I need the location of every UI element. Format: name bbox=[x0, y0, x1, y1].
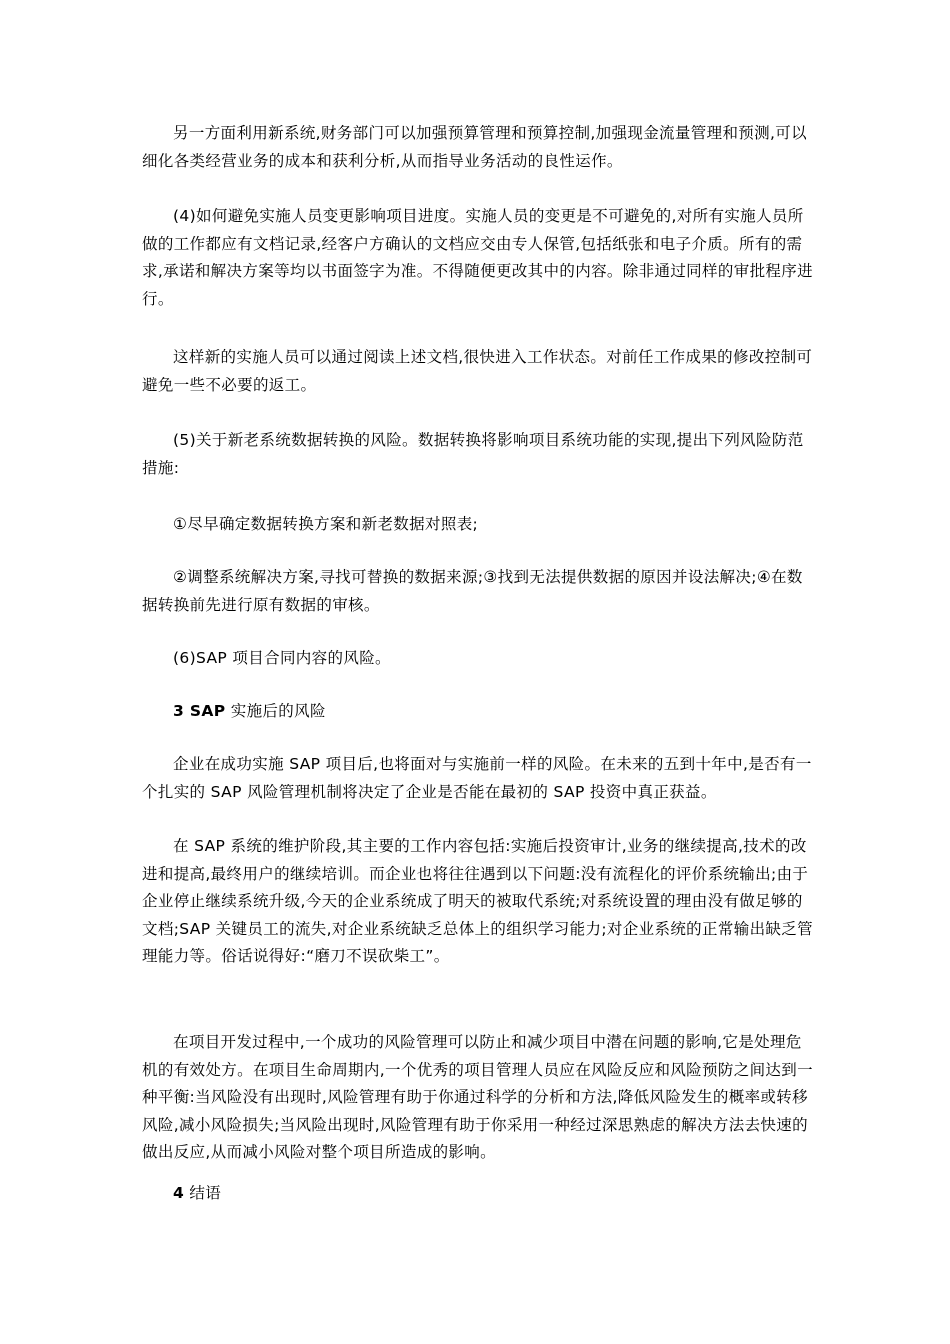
section-4-number: 4 bbox=[173, 1184, 185, 1202]
paragraph-data-conversion-risk: (5)关于新老系统数据转换的风险。数据转换将影响项目系统功能的实现,提出下列风险防范措施: bbox=[142, 431, 804, 477]
paragraph-measure-2-4: ②调整系统解决方案,寻找可替换的数据来源;③找到无法提供数据的原因并设法解决;④在数据转换前先进行原有数据的审核。 bbox=[142, 568, 803, 614]
paragraph-risk-management: 在项目开发过程中,一个成功的风险管理可以防止和减少项目中潜在问题的影响,它是处理危机的有效处方。在项目生命周期内,一个优秀的项目管理人员应在风险反应和风险预防之间达到一种平衡:当风险没有出现时,风险管理有助于你通过科学的分析和方法,降低风险发生的概率或转移风险,减小风险损失;当风险出现时,风险管理有助于你采用一种经过深思熟虑的解决方法去快速的做出反应,从而减小风险对整个项目所造成的影响。 bbox=[142, 1033, 813, 1161]
paragraph-finance-benefits: 另一方面利用新系统,财务部门可以加强预算管理和预算控制,加强现金流量管理和预测,可以细化各类经营业务的成本和获利分析,从而指导业务活动的良性运作。 bbox=[142, 124, 807, 170]
paragraph-post-implementation: 企业在成功实施 SAP 项目后,也将面对与实施前一样的风险。在未来的五到十年中,是否有一个扎实的 SAP 风险管理机制将决定了企业是否能在最初的 SAP 投资中真正获益。 bbox=[142, 755, 812, 801]
section-3-heading bbox=[173, 698, 326, 726]
paragraph-contract-risk: (6)SAP 项目合同内容的风险。 bbox=[173, 649, 391, 667]
section-4-title: 结语 bbox=[184, 1184, 222, 1202]
section-3-title: 实施后的风险 bbox=[225, 702, 326, 720]
section-3-number: 3 SAP bbox=[173, 702, 226, 720]
section-4-heading bbox=[173, 1180, 221, 1208]
paragraph-staff-change-risk: (4)如何避免实施人员变更影响项目进度。实施人员的变更是不可避免的,对所有实施人员所做的工作都应有文档记录,经客户方确认的文档应交由专人保管,包括纸张和电子介质。所有的需求,承诺和解决方案等均以书面签字为准。不得随便更改其中的内容。除非通过同样的审批程序进行。 bbox=[142, 207, 813, 308]
paragraph-measure-1: ①尽早确定数据转换方案和新老数据对照表; bbox=[173, 515, 479, 533]
paragraph-new-staff-docs: 这样新的实施人员可以通过阅读上述文档,很快进入工作状态。对前任工作成果的修改控制可避免一些不必要的返工。 bbox=[142, 348, 813, 394]
paragraph-maintenance-phase: 在 SAP 系统的维护阶段,其主要的工作内容包括:实施后投资审计,业务的继续提高,技术的改进和提高,最终用户的继续培训。而企业也将往往遇到以下问题:没有流程化的评价系统输出;由于企业停止继续系统升级,今天的企业系统成了明天的被取代系统;对系统设置的理由没有做足够的文档;SAP 关键员工的流失,对企业系统缺乏总体上的组织学习能力;对企业系统的正常输出缺乏管理能力等。俗话说得好:“磨刀不误砍柴工”。 bbox=[142, 837, 813, 965]
